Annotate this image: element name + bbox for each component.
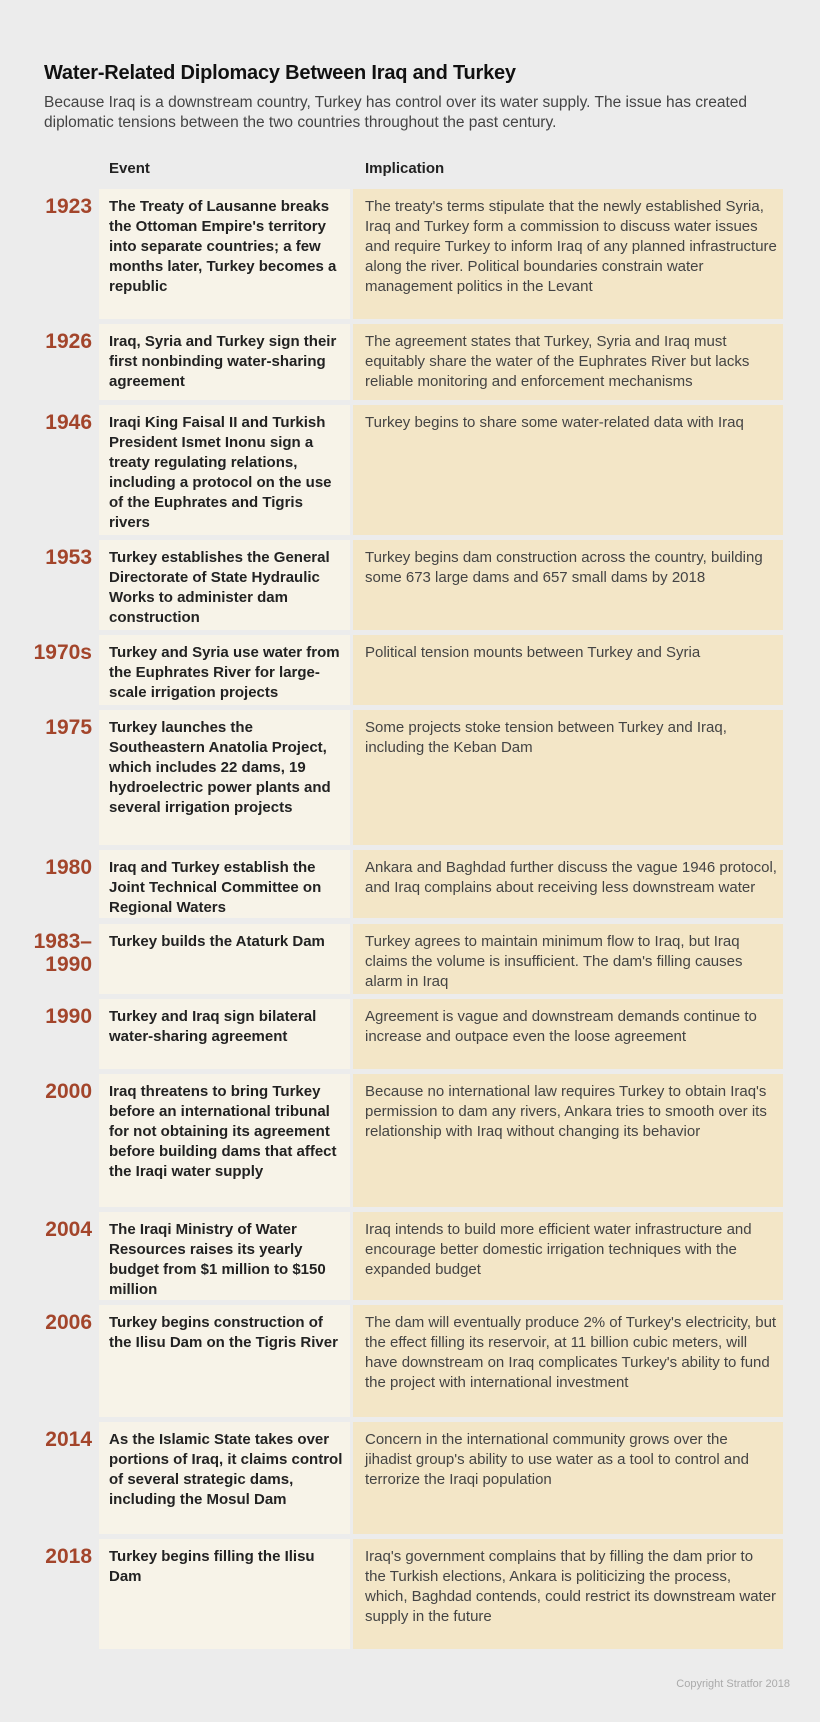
row-year: 2006: [45, 1311, 92, 1334]
timeline-row: [0, 189, 820, 319]
row-year: 2014: [45, 1428, 92, 1451]
row-year: 2004: [45, 1218, 92, 1241]
row-year: 2018: [45, 1545, 92, 1568]
row-year: 1946: [45, 411, 92, 434]
row-event: As the Islamic State takes over portions of Iraq, it claims control of several strategic dams, including the Mosul Dam: [99, 1422, 350, 1534]
row-event: Turkey and Iraq sign bilateral water-sharing agreement: [99, 999, 350, 1069]
row-event: The Treaty of Lausanne breaks the Ottoman Empire's territory into separate countries; a few months later, Turkey becomes a republic: [99, 189, 350, 319]
row-implication: Political tension mounts between Turkey and Syria: [353, 635, 783, 705]
row-implication: Ankara and Baghdad further discuss the vague 1946 protocol, and Iraq complains about receiving less downstream water: [353, 850, 783, 918]
row-implication: Turkey agrees to maintain minimum flow to Iraq, but Iraq claims the volume is insufficient. The dam's filling causes alarm in Iraq: [353, 924, 783, 994]
row-implication: Iraq intends to build more efficient water infrastructure and encourage better domestic irrigation techniques with the expanded budget: [353, 1212, 783, 1300]
row-event: Iraq and Turkey establish the Joint Technical Committee on Regional Waters: [99, 850, 350, 918]
timeline-row: [0, 1422, 820, 1534]
row-implication: Because no international law requires Turkey to obtain Iraq's permission to dam any rivers, Ankara tries to smooth over its relationship with Iraq without changing its behavior: [353, 1074, 783, 1207]
row-event: Iraq, Syria and Turkey sign their first nonbinding water-sharing agreement: [99, 324, 350, 400]
row-implication: Turkey begins to share some water-related data with Iraq: [353, 405, 783, 535]
timeline-row: [0, 850, 820, 918]
row-event: Turkey begins construction of the Ilisu Dam on the Tigris River: [99, 1305, 350, 1417]
row-year: 1975: [45, 716, 92, 739]
row-implication: Turkey begins dam construction across the country, building some 673 large dams and 657 small dams by 2018: [353, 540, 783, 630]
row-implication: Iraq's government complains that by filling the dam prior to the Turkish elections, Ankara is politicizing the process, which, Baghdad contends, could restrict its downstream water supply in the future: [353, 1539, 783, 1649]
row-year: 1970s: [33, 641, 92, 664]
row-year: 1990: [45, 1005, 92, 1028]
timeline-row: [0, 1074, 820, 1207]
row-event: Iraq threatens to bring Turkey before an international tribunal for not obtaining its agreement before building dams that affect the Iraqi water supply: [99, 1074, 350, 1207]
row-year: 1980: [45, 856, 92, 879]
row-event: Turkey begins filling the Ilisu Dam: [99, 1539, 350, 1649]
row-event: Turkey builds the Ataturk Dam: [99, 924, 350, 994]
row-year: 1953: [45, 546, 92, 569]
row-implication: Agreement is vague and downstream demands continue to increase and outpace even the loose agreement: [353, 999, 783, 1069]
timeline-row: [0, 1305, 820, 1417]
timeline-row: [0, 405, 820, 535]
timeline-row: [0, 924, 820, 994]
row-event: Turkey launches the Southeastern Anatolia Project, which includes 22 dams, 19 hydroelectric power plants and several irrigation projects: [99, 710, 350, 845]
row-year: 1983–1990: [33, 930, 92, 976]
row-year: 2000: [45, 1080, 92, 1103]
column-header-event: Event: [109, 160, 150, 177]
timeline-row: [0, 324, 820, 400]
row-implication: Some projects stoke tension between Turkey and Iraq, including the Keban Dam: [353, 710, 783, 845]
row-implication: The agreement states that Turkey, Syria and Iraq must equitably share the water of the Euphrates River but lacks reliable monitoring and enforcement mechanisms: [353, 324, 783, 400]
row-implication: The treaty's terms stipulate that the newly established Syria, Iraq and Turkey form a commission to discuss water issues and require Turkey to inform Iraq of any planned infrastructure along the river. Political boundaries constrain water management politics in the Levant: [353, 189, 783, 319]
timeline-row: [0, 1539, 820, 1649]
row-event: Iraqi King Faisal II and Turkish President Ismet Inonu sign a treaty regulating relations, including a protocol on the use of the Euphrates and Tigris rivers: [99, 405, 350, 535]
row-year: 1923: [45, 195, 92, 218]
timeline-row: [0, 1212, 820, 1300]
row-event: The Iraqi Ministry of Water Resources raises its yearly budget from $1 million to $150 million: [99, 1212, 350, 1300]
timeline-row: [0, 635, 820, 705]
page-title: Water-Related Diplomacy Between Iraq and Turkey: [44, 62, 516, 84]
row-year: 1926: [45, 330, 92, 353]
row-implication: Concern in the international community grows over the jihadist group's ability to use water as a tool to control and terrorize the Iraqi population: [353, 1422, 783, 1534]
row-event: Turkey and Syria use water from the Euphrates River for large-scale irrigation projects: [99, 635, 350, 705]
timeline-row: [0, 710, 820, 845]
timeline-row: [0, 540, 820, 630]
copyright-notice: Copyright Stratfor 2018: [676, 1678, 790, 1690]
column-header-implication: Implication: [365, 160, 445, 177]
row-implication: The dam will eventually produce 2% of Turkey's electricity, but the effect filling its reservoir, at 11 billion cubic meters, will have downstream on Iraq complicates Turkey's ability to fund the project with international investment: [353, 1305, 783, 1417]
page-subtitle: Because Iraq is a downstream country, Turkey has control over its water supply. The issue has created diplomatic tensions between the two countries throughout the past century.: [44, 94, 748, 131]
row-event: Turkey establishes the General Directorate of State Hydraulic Works to administer dam construction: [99, 540, 350, 630]
timeline-row: [0, 999, 820, 1069]
